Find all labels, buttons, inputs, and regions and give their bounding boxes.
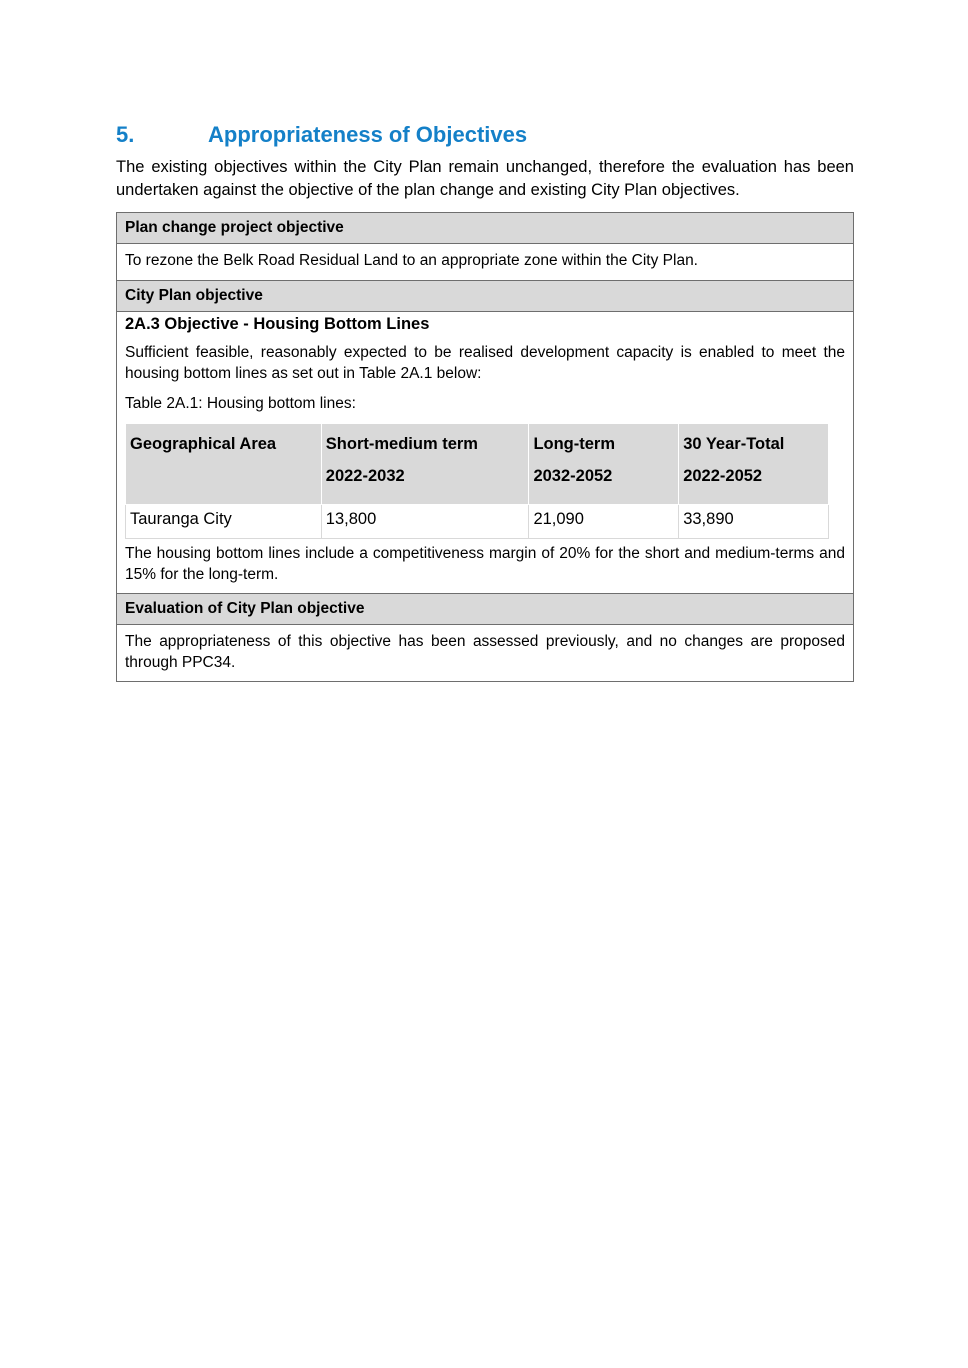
table-header-row: [126, 424, 829, 505]
header-short-medium-term: Short-medium term 2022-2032: [321, 424, 529, 505]
project-objective-text: To rezone the Belk Road Residual Land to an appropriate zone within the City Plan.: [117, 244, 853, 281]
header-long-term: Long-term 2032-2052: [529, 424, 679, 505]
cell-total: 33,890: [679, 505, 829, 539]
evaluation-header: Evaluation of City Plan objective: [117, 594, 853, 625]
cell-area: Tauranga City: [126, 505, 322, 539]
section-number: 5.: [116, 122, 135, 147]
section-title: Appropriateness of Objectives: [208, 122, 528, 147]
margin-note: The housing bottom lines include a competitiveness margin of 20% for the short and medium-terms and 15% for the long-term.: [125, 545, 845, 583]
header-30-year-total: 30 Year-Total 2022-2052: [679, 424, 829, 505]
objective-text: Sufficient feasible, reasonably expected to be realised development capacity is enabled to meet the housing bottom lines as set out in Table 2A.1 below:: [125, 344, 845, 382]
objectives-table: [116, 212, 854, 682]
objective-title: 2A.3 Objective - Housing Bottom Lines: [125, 315, 430, 333]
intro-paragraph: The existing objectives within the City Plan remain unchanged, therefore the evaluation has been undertaken against the objective of the plan change and existing City Plan objectives.: [116, 158, 854, 199]
table-row: [126, 505, 829, 539]
cell-long-term: 21,090: [529, 505, 679, 539]
city-plan-objective-body: [117, 312, 853, 594]
document-page: [116, 122, 854, 682]
section-heading: [116, 122, 854, 154]
header-geographical-area: Geographical Area: [126, 424, 322, 505]
cell-short-medium: 13,800: [321, 505, 529, 539]
city-plan-objective-header: City Plan objective: [117, 281, 853, 312]
evaluation-text: [117, 625, 853, 681]
project-objective-header: Plan change project objective: [117, 213, 853, 244]
housing-bottom-lines-table: [125, 423, 829, 539]
evaluation-paragraph: The appropriateness of this objective has been assessed previously, and no changes are proposed through PPC34.: [125, 633, 845, 671]
table-caption: Table 2A.1: Housing bottom lines:: [125, 395, 356, 412]
